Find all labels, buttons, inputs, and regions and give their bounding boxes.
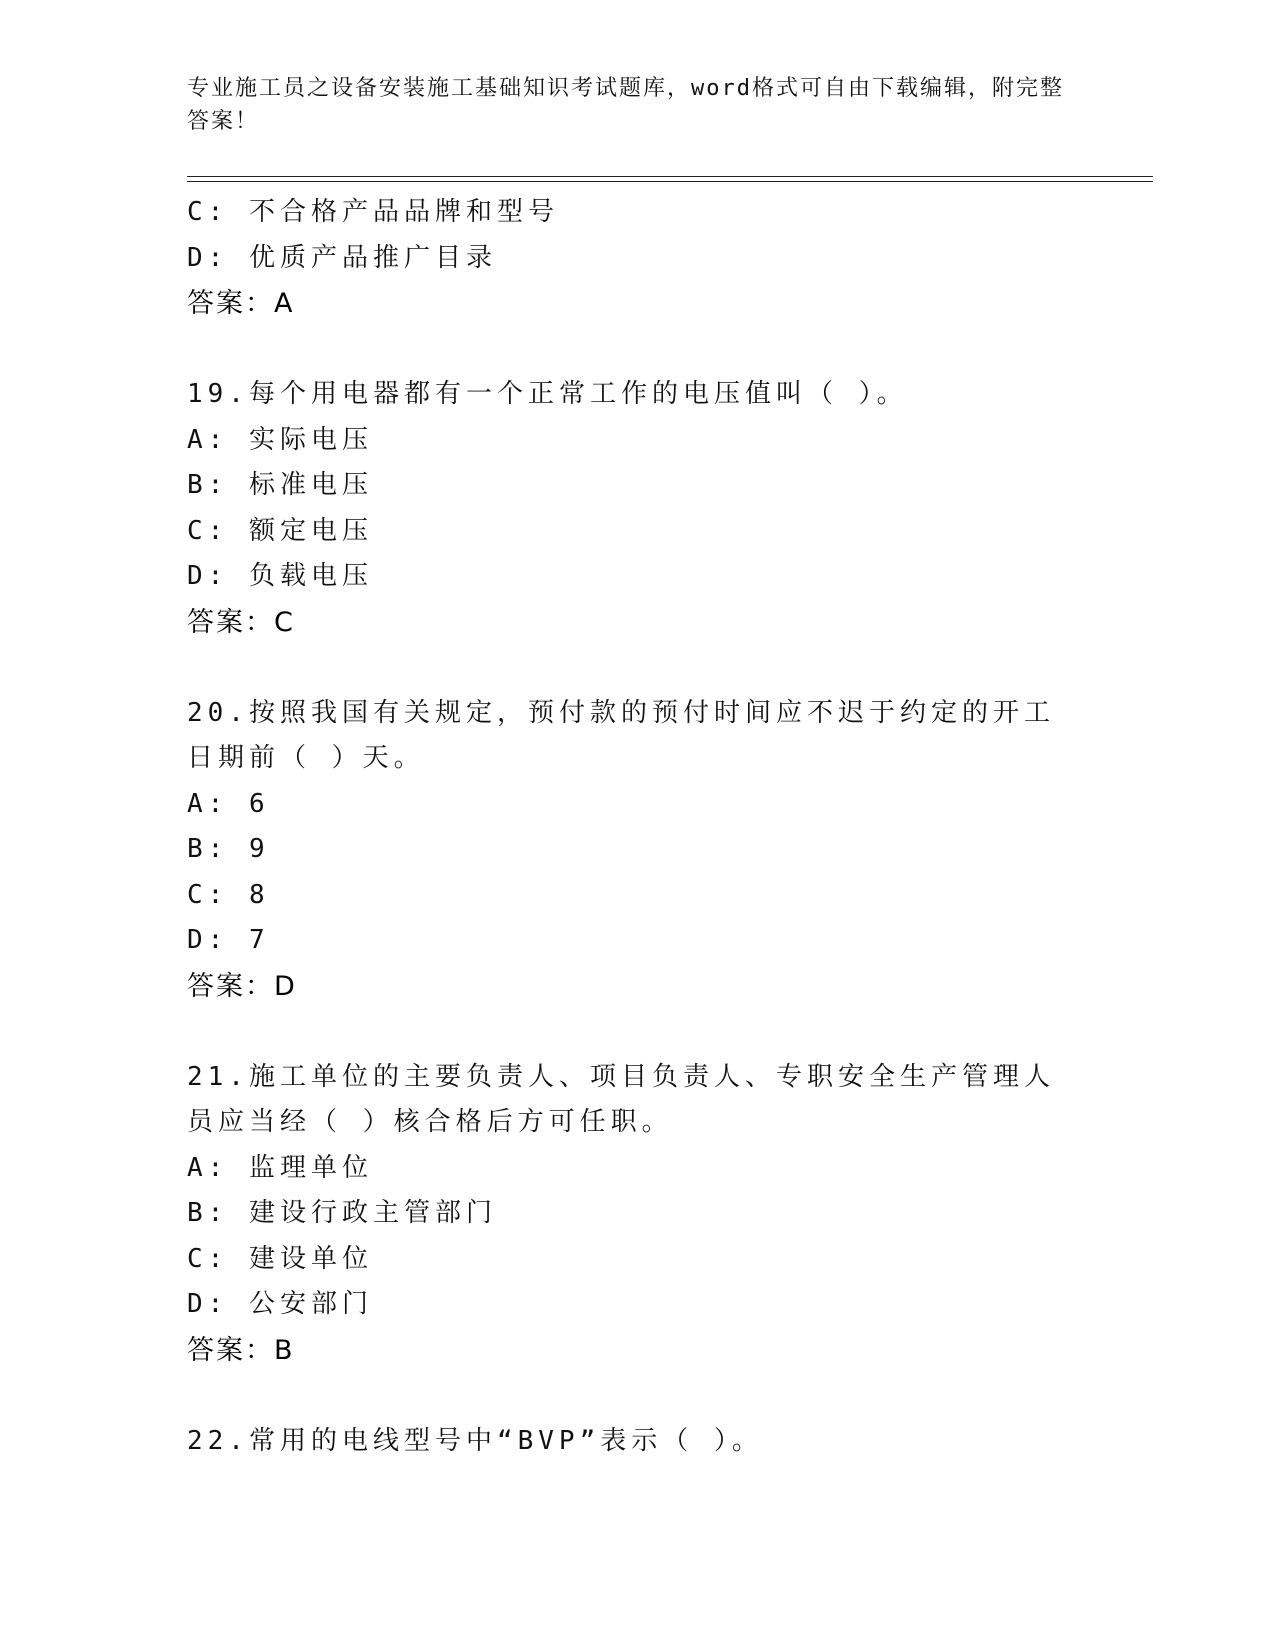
question-list xyxy=(187,190,1107,1464)
option-d: D: 负载电压 xyxy=(187,561,373,591)
option-a: A: 6 xyxy=(187,788,270,819)
option-b: B: 标准电压 xyxy=(187,470,373,500)
option-c: C: 额定电压 xyxy=(187,515,373,546)
question-19 xyxy=(187,372,1107,645)
spacer xyxy=(187,1373,1107,1419)
option-d: D: 优质产品推广目录 xyxy=(187,242,497,273)
question-stem: 22.常用的电线型号中“BVP”表示（ ）。 xyxy=(187,1425,763,1456)
option-d: D: 公安部门 xyxy=(187,1289,373,1319)
option-b: B: 9 xyxy=(187,834,270,864)
question-stem: 19.每个用电器都有一个正常工作的电压值叫（ ）。 xyxy=(187,379,908,409)
option-d: D: 7 xyxy=(187,925,270,955)
question-20 xyxy=(187,691,1107,1010)
question-stem: 21.施工单位的主要负责人、项目负责人、专职安全生产管理人员应当经（ ）核合格后方可任职。 xyxy=(187,1061,1055,1137)
spacer xyxy=(187,1009,1107,1055)
spacer xyxy=(187,645,1107,691)
page-header: 专业施工员之设备安装施工基础知识考试题库，word格式可自由下载编辑，附完整答案！ xyxy=(187,76,1064,134)
answer-line: 答案：B xyxy=(187,1334,295,1366)
option-c: C: 8 xyxy=(187,879,270,910)
spacer xyxy=(187,327,1107,373)
option-a: A: 监理单位 xyxy=(187,1152,373,1183)
option-c: C: 不合格产品品牌和型号 xyxy=(187,197,559,227)
answer-line: 答案：D xyxy=(187,970,297,1002)
option-a: A: 实际电压 xyxy=(187,424,373,455)
answer-line: 答案：A xyxy=(187,288,295,319)
question-22 xyxy=(187,1419,1107,1465)
carryover-block xyxy=(187,190,1107,327)
question-stem: 20.按照我国有关规定，预付款的预付时间应不迟于约定的开工日期前（ ）天。 xyxy=(187,697,1055,773)
option-c: C: 建设单位 xyxy=(187,1243,373,1274)
answer-line: 答案：C xyxy=(187,606,295,638)
header-rule-bottom xyxy=(187,181,1153,182)
question-21 xyxy=(187,1055,1107,1374)
header-rule-top xyxy=(187,176,1153,177)
option-b: B: 建设行政主管部门 xyxy=(187,1198,497,1228)
